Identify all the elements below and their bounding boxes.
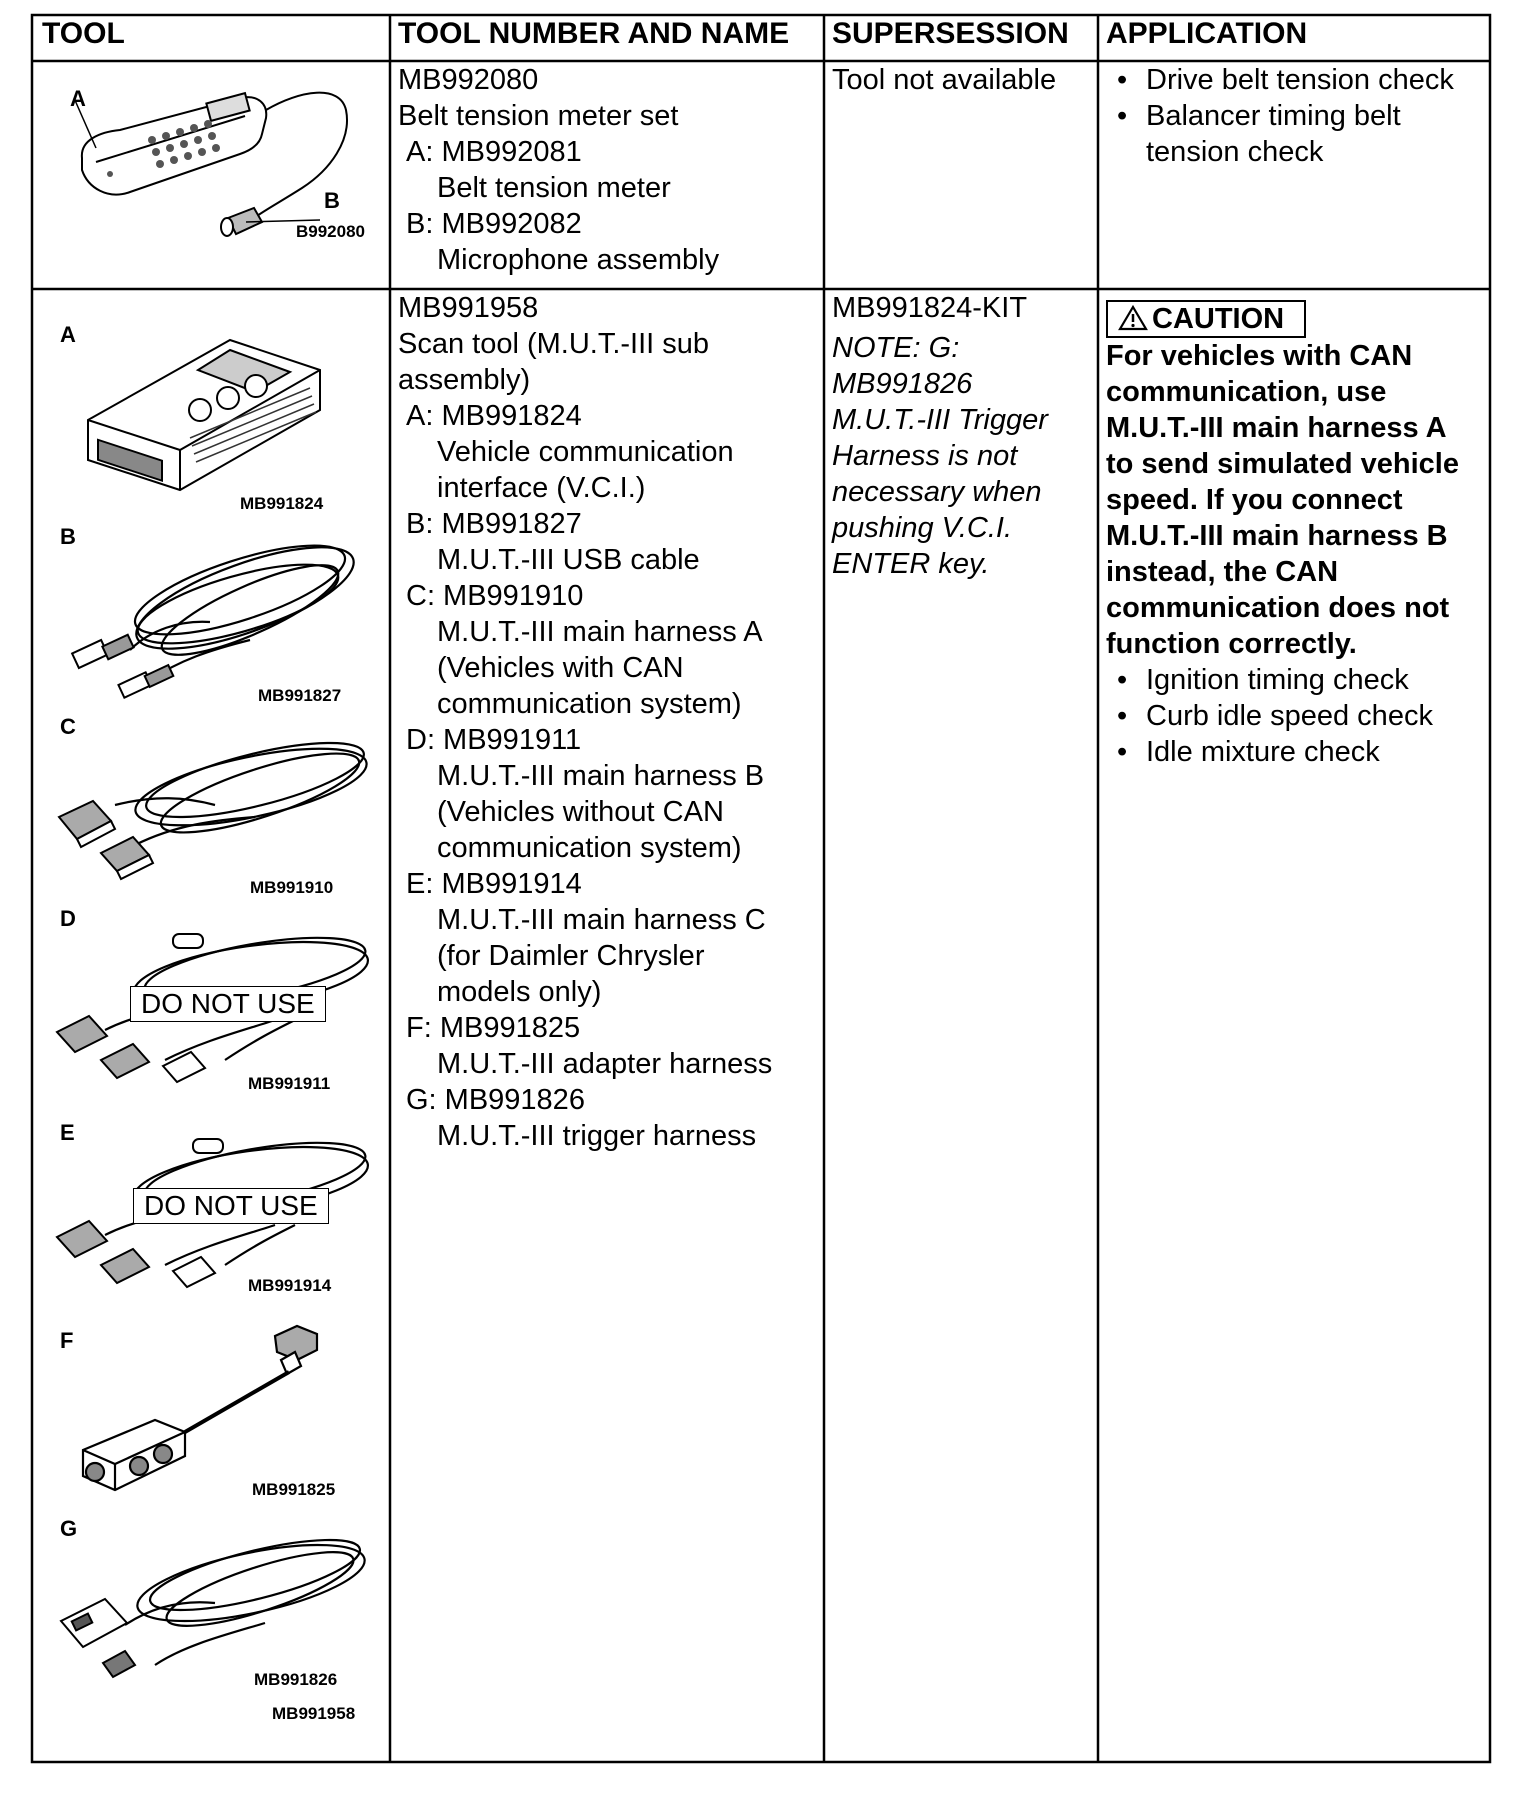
- illustration-letter-e: E: [60, 1120, 75, 1145]
- part-a-name: interface (V.C.I.): [437, 472, 646, 504]
- row1-number-name: [398, 62, 719, 278]
- part-d-name: M.U.T.-III main harness B: [437, 760, 765, 792]
- illustration-letter-b: B: [60, 524, 76, 549]
- part-c-name: communication system): [437, 688, 742, 720]
- illustration-letter-a: A: [60, 322, 76, 347]
- tool-name: Scan tool (M.U.T.-III sub: [398, 328, 710, 360]
- supersession-note: [832, 330, 1048, 582]
- caution-text: [1106, 338, 1459, 662]
- illustration-code-b: MB991827: [258, 686, 342, 705]
- tool-number: MB992080: [398, 64, 539, 96]
- application-bullet: • Balancer timing belt: [1106, 98, 1454, 134]
- header-number-name: TOOL NUMBER AND NAME: [398, 17, 790, 50]
- part-a-name: Belt tension meter: [437, 172, 671, 204]
- note-line: necessary when: [832, 476, 1042, 508]
- warning-triangle-icon: [1118, 305, 1148, 331]
- row1-application: [1106, 62, 1454, 170]
- illustration-code-f: MB991825: [252, 1480, 336, 1499]
- illustration-code-g: MB991826: [254, 1670, 338, 1689]
- part-f-name: M.U.T.-III adapter harness: [437, 1048, 773, 1080]
- caution-line: M.U.T.-III main harness A: [1106, 412, 1447, 444]
- illustration-code: B992080: [296, 222, 366, 241]
- row2-application: [1106, 300, 1459, 770]
- note-line: ENTER key.: [832, 548, 990, 580]
- caution-line: For vehicles with CAN: [1106, 340, 1413, 372]
- trigger-harness-illustration: [55, 1525, 375, 1685]
- main-harness-a-illustration: [55, 725, 375, 885]
- tool-name: Belt tension meter set: [398, 100, 679, 132]
- caution-label: CAUTION: [1152, 303, 1285, 335]
- do-not-use-stamp: DO NOT USE: [133, 1188, 329, 1224]
- part-d-number: D: MB991911: [406, 724, 582, 756]
- caution-line: communication, use: [1106, 376, 1387, 408]
- part-c-name: M.U.T.-III main harness A: [437, 616, 763, 648]
- caution-line: M.U.T.-III main harness B: [1106, 520, 1448, 552]
- application-bullets: [1106, 662, 1459, 770]
- row1-supersession: Tool not available: [832, 64, 1057, 96]
- illustration-letter-g: G: [60, 1516, 78, 1541]
- application-bullet: • Idle mixture check: [1106, 734, 1459, 770]
- header-tool: TOOL: [42, 17, 125, 50]
- part-b-name: Microphone assembly: [437, 244, 720, 276]
- application-bullet: • Ignition timing check: [1106, 662, 1459, 698]
- part-a-number: A: MB992081: [406, 136, 582, 168]
- caution-line: speed. If you connect: [1106, 484, 1403, 516]
- tool-name: assembly): [398, 364, 531, 396]
- part-c-name: (Vehicles with CAN: [437, 652, 684, 684]
- illustration-letter-f: F: [60, 1328, 74, 1353]
- adapter-harness-illustration: [75, 1320, 355, 1500]
- part-a-number: A: MB991824: [406, 400, 582, 432]
- note-line: pushing V.C.I.: [832, 512, 1013, 544]
- caution-line: communication does not: [1106, 592, 1450, 624]
- part-g-name: M.U.T.-III trigger harness: [437, 1120, 757, 1152]
- part-c-number: C: MB991910: [406, 580, 584, 612]
- illustration-letter-c: C: [60, 714, 76, 739]
- row2-supersession: [832, 290, 1048, 582]
- part-a-name: Vehicle communication: [437, 436, 734, 468]
- part-d-name: communication system): [437, 832, 742, 864]
- part-d-name: (Vehicles without CAN: [437, 796, 724, 828]
- application-bullet: • Curb idle speed check: [1106, 698, 1459, 734]
- caution-line: function correctly.: [1106, 628, 1357, 660]
- note-line: Harness is not: [832, 440, 1018, 472]
- kit-number: MB991824-KIT: [832, 292, 1028, 324]
- caution-box: [1106, 300, 1306, 338]
- usb-cable-illustration: [60, 530, 360, 700]
- illustration-code-c: MB991910: [250, 878, 334, 897]
- caution-line: to send simulated vehicle: [1106, 448, 1459, 480]
- label-b: B: [324, 188, 340, 213]
- part-e-name: models only): [437, 976, 602, 1008]
- caution-line: instead, the CAN: [1106, 556, 1339, 588]
- tool-number: MB991958: [398, 292, 539, 324]
- note-line: MB991826: [832, 368, 973, 400]
- part-e-name: (for Daimler Chrysler: [437, 940, 705, 972]
- belt-tension-meter-illustration: [40, 70, 380, 280]
- application-bullet: • Drive belt tension check: [1106, 62, 1454, 98]
- note-line: NOTE: G:: [832, 332, 960, 364]
- header-application: APPLICATION: [1106, 17, 1308, 50]
- illustration-code-d: MB991911: [248, 1074, 331, 1093]
- note-line: M.U.T.-III Trigger: [832, 404, 1048, 436]
- application-bullet-continuation: tension check: [1146, 136, 1324, 168]
- illustration-code-e: MB991914: [248, 1276, 332, 1295]
- header-supersession: SUPERSESSION: [832, 17, 1069, 50]
- illustration-letter-d: D: [60, 906, 76, 931]
- vci-illustration: [80, 330, 340, 510]
- part-b-name: M.U.T.-III USB cable: [437, 544, 700, 576]
- part-b-number: B: MB991827: [406, 508, 582, 540]
- part-e-name: M.U.T.-III main harness C: [437, 904, 766, 936]
- part-e-number: E: MB991914: [406, 868, 582, 900]
- part-f-number: F: MB991825: [406, 1012, 581, 1044]
- row2-number-name: [398, 290, 772, 1154]
- label-a: A: [70, 86, 86, 111]
- set-code: MB991958: [272, 1704, 356, 1723]
- illustration-code-a: MB991824: [240, 494, 324, 513]
- part-g-number: G: MB991826: [406, 1084, 585, 1116]
- do-not-use-stamp: DO NOT USE: [130, 986, 326, 1022]
- part-b-number: B: MB992082: [406, 208, 582, 240]
